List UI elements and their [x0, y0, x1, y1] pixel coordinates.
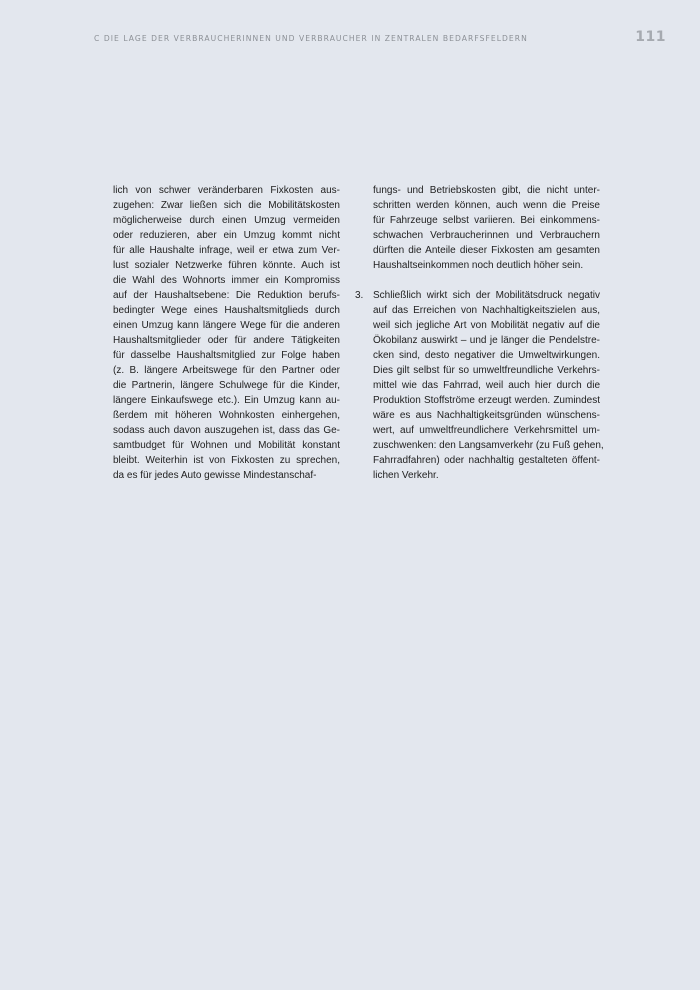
text-line: ßerdem mit höheren Wohnkosten einhergehen, [113, 410, 340, 421]
page-number: 111 [635, 29, 666, 45]
text-line: samtbudget für Wohnen und Mobilität konstant [113, 440, 340, 451]
text-line: möglicherweise durch einen Umzug vermeiden [113, 215, 340, 226]
text-line: dürften die Anteile dieser Fixkosten am gesamten [373, 245, 600, 256]
text-line: lichen Verkehr. [373, 470, 439, 481]
text-line: Produktion Stoffströme erzeugt werden. Zumindest [373, 395, 600, 406]
text-line: mittel wie das Fahrrad, weil auch hier durch die [373, 380, 600, 391]
text-line: zuschwenken: den Langsamverkehr (zu Fuß gehen, [373, 440, 604, 451]
text-line: auf das Erreichen von Nachhaltigkeitszielen aus, [373, 305, 600, 316]
text-line: (z. B. längere Arbeitswege für den Partner oder [113, 365, 340, 376]
text-line: wäre es aus Nachhaltigkeitsgründen wünschens- [373, 410, 600, 421]
numbered-list-item [355, 288, 604, 483]
text-line: lust sozialer Netzwerke führen könnte. Auch ist [113, 260, 340, 271]
text-line: schwachen Verbraucherinnen und Verbrauchern [373, 230, 600, 241]
text-line: für Fahrzeuge selbst variieren. Bei einkommens- [373, 215, 600, 226]
text-line: zugehen: Zwar ließen sich die Mobilitätskosten [113, 200, 340, 211]
text-line: schritten werden können, auch wenn die Preise [373, 200, 600, 211]
left-text-column [113, 183, 340, 483]
text-line: bleibt. Weiterhin ist von Fixkosten zu sprechen, [113, 455, 340, 466]
text-line: sodass auch davon auszugehen ist, dass das Ge- [113, 425, 340, 436]
text-line: fungs- und Betriebskosten gibt, die nicht unter- [373, 185, 600, 196]
text-line: Dies gilt selbst für so umweltfreundliche Verkehrs- [373, 365, 600, 376]
text-line: die Partnerin, längere Schulwege für die Kinder, [113, 380, 340, 391]
text-line: da es für jedes Auto gewisse Mindestanschaf- [113, 470, 317, 481]
text-line: lich von schwer veränderbaren Fixkosten aus- [113, 185, 340, 196]
text-line: längere Einkaufswege etc.). Ein Umzug kann au- [113, 395, 340, 406]
running-header: C DIE LAGE DER VERBRAUCHERINNEN UND VERBRAUCHER IN ZENTRALEN BEDARFSFELDERN [94, 34, 528, 43]
text-line: bedingter Wege eines Haushaltsmitglieds durch [113, 305, 340, 316]
right-text-column [355, 183, 604, 483]
text-line: auf der Haushaltsebene: Die Reduktion berufs- [113, 290, 340, 301]
text-line: Schließlich wirkt sich der Mobilitätsdruck negativ [373, 290, 600, 301]
text-line: oder reduzieren, aber ein Umzug kommt nicht [113, 230, 340, 241]
text-line: einen Umzug kann längere Wege für die anderen [113, 320, 340, 331]
text-line: Ökobilanz auswirkt – und je länger die Pendelstre- [373, 335, 600, 346]
continuation-paragraph [373, 183, 600, 273]
text-line: cken sind, desto negativer die Umweltwirkungen. [373, 350, 600, 361]
text-line: Fahrradfahren) oder nachhaltig gestalteten öffent- [373, 455, 600, 466]
list-item-number: 3. [355, 290, 364, 301]
text-line: die Wahl des Wohnorts immer ein Kompromiss [113, 275, 340, 286]
text-line: Haushaltseinkommen noch deutlich höher sein. [373, 260, 584, 271]
list-item-text [373, 288, 604, 483]
text-line: weil sich jegliche Art von Mobilität negativ auf die [373, 320, 600, 331]
text-line: für dasselbe Haushaltsmitglied zur Folge haben [113, 350, 340, 361]
text-line: Haushaltsmitglieder oder für andere Tätigkeiten [113, 335, 340, 346]
text-line: für alle Haushalte infrage, weil er etwa zum Ver- [113, 245, 340, 256]
text-line: wert, auf umweltfreundlichere Verkehrsmittel um- [373, 425, 600, 436]
